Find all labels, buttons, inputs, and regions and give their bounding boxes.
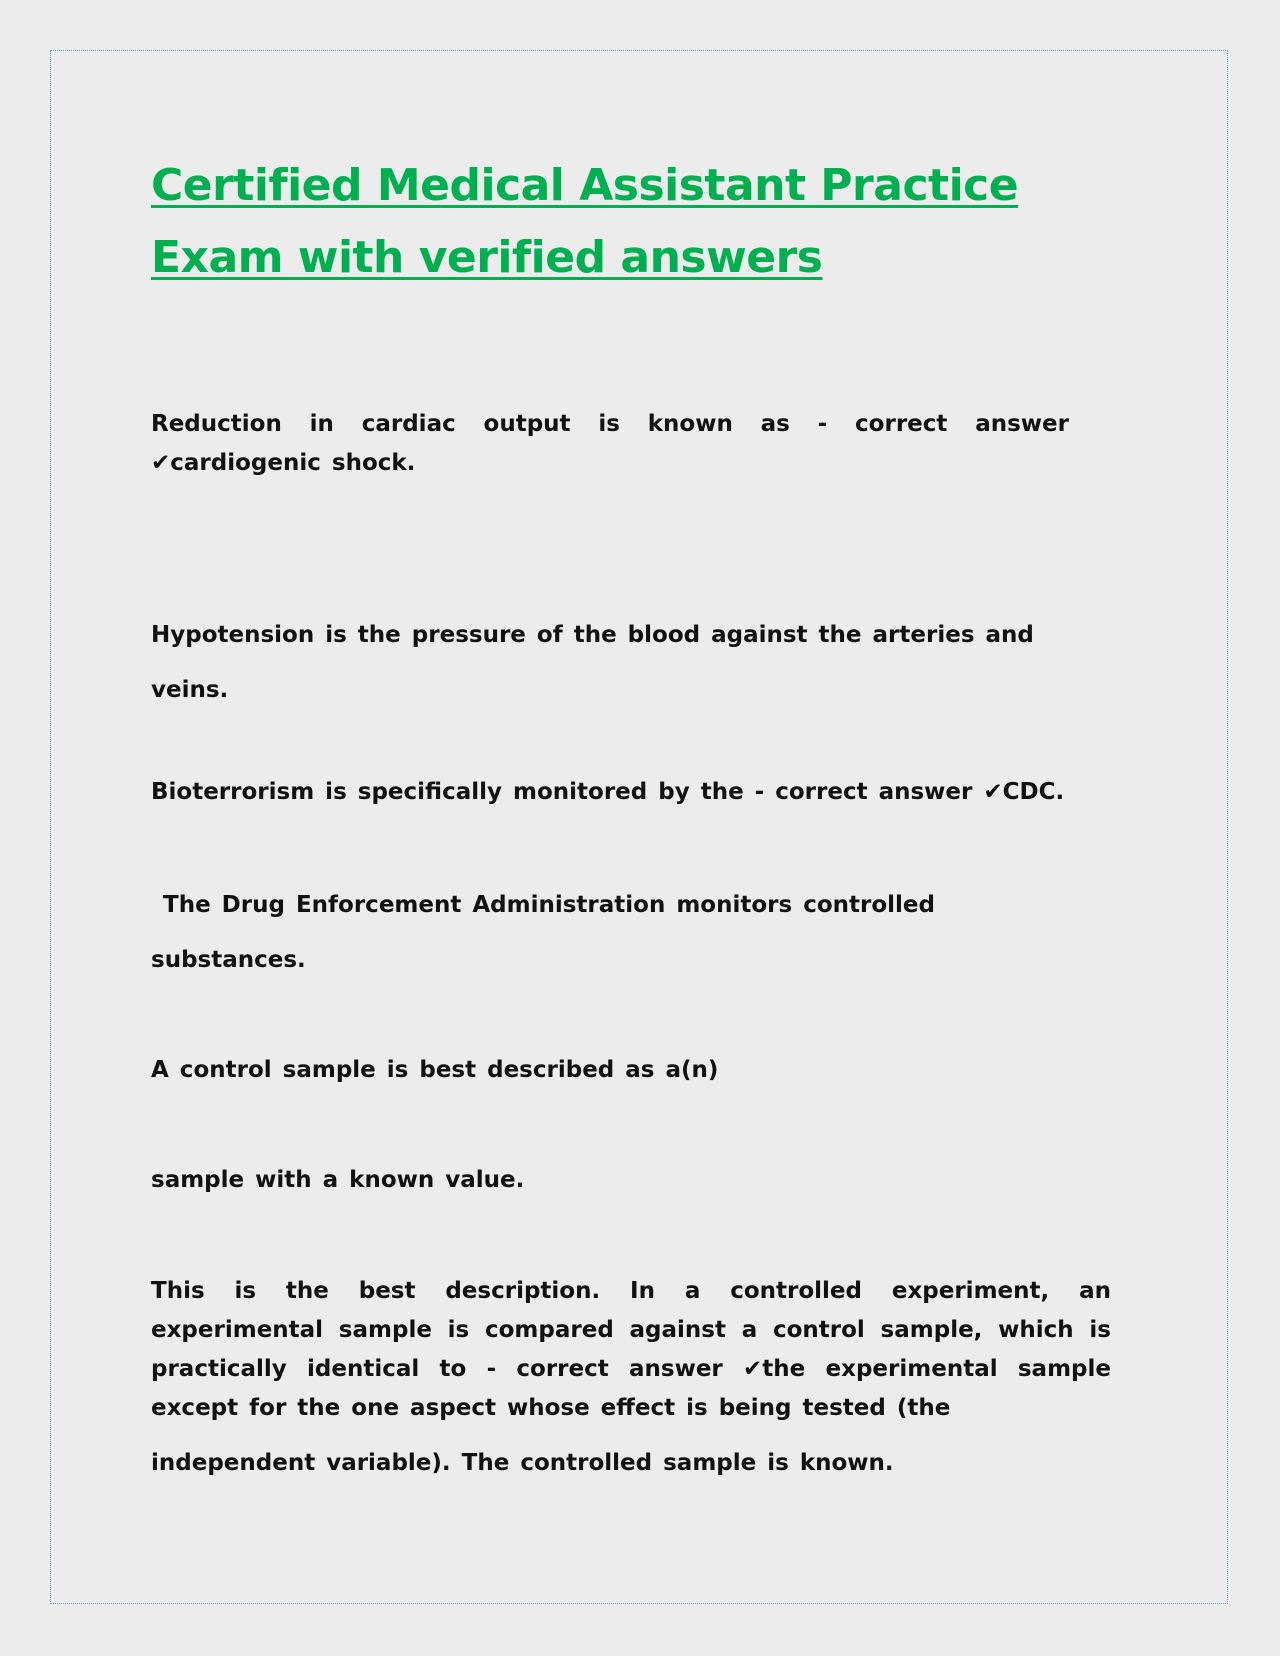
paragraph-hypotension: Hypotension is the pressure of the blood against the arteries and xyxy=(151,622,1034,648)
paragraph-cardiac-output: Reduction in cardiac output is known as - correct answer ✔cardiogenic shock. xyxy=(151,411,1069,476)
document-title: Certified Medical Assistant Practice Exam with verified answers xyxy=(151,160,1019,283)
paragraph-independent-variable: independent variable). The controlled sample is known. xyxy=(151,1450,894,1476)
paragraph-best-description: This is the best description. In a controlled experiment, an experimental sample is compared against a control sample, which is practically identical to - correct answer ✔the experimental sample except for the one aspect whose effect is being tested (the xyxy=(151,1278,1111,1421)
paragraph-control-sample: A control sample is best described as a(n) xyxy=(151,1057,719,1083)
paragraph-known-value: sample with a known value. xyxy=(151,1167,525,1193)
paragraph-dea: The Drug Enforcement Administration monitors controlled xyxy=(163,892,935,918)
paragraph-substances: substances. xyxy=(151,947,306,973)
paragraph-bioterrorism: Bioterrorism is specifically monitored by the - correct answer ✔CDC. xyxy=(151,779,1065,805)
paragraph-veins: veins. xyxy=(151,677,229,703)
